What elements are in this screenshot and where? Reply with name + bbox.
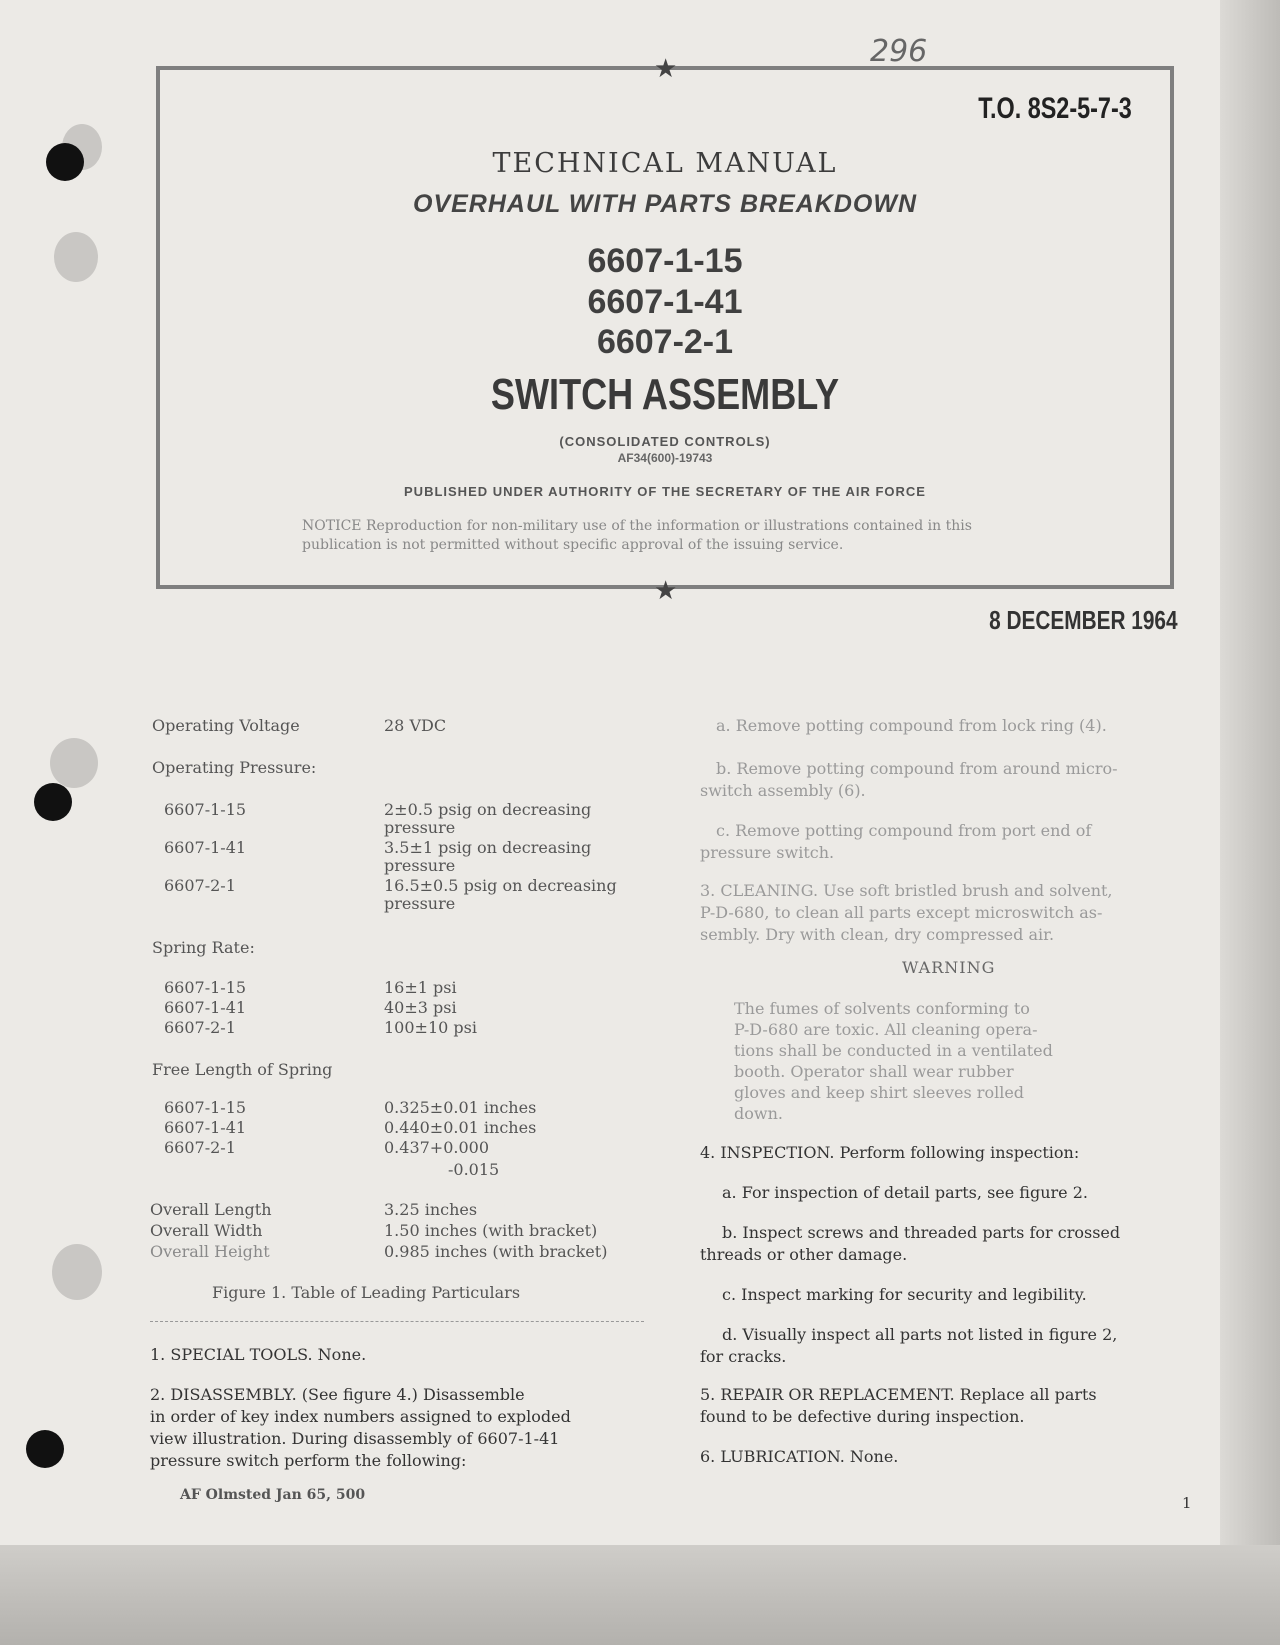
publishing-authority: PUBLISHED UNDER AUTHORITY OF THE SECRETARY OF THE AIR FORCE [404,484,926,499]
binder-hole [46,143,84,181]
star-icon: ★ [654,54,678,84]
particular-value: 28 VDC [384,716,447,735]
page-bottom-shadow [0,1545,1280,1645]
step-a: a. Remove potting compound from lock ring (4). [716,716,1107,735]
manual-type-title: TECHNICAL MANUAL [492,148,838,179]
part-number-cell: 6607-1-41 [164,838,247,857]
part-number: 6607-2-1 [596,323,734,361]
part-number: 6607-1-15 [587,242,743,280]
inspection-step-c: c. Inspect marking for security and legibility. [722,1285,1087,1304]
page-number: 1 [1182,1494,1192,1512]
particular-label: Overall Height [150,1242,270,1261]
particular-value: 16±1 psi [384,978,457,997]
particular-value: pressure [384,894,456,913]
inspection-step-a: a. For inspection of detail parts, see figure 2. [722,1183,1088,1202]
particular-label: Overall Width [150,1221,263,1240]
item-title: SWITCH ASSEMBLY [490,370,840,419]
particular-value: pressure [384,818,456,837]
particular-value: -0.015 [448,1160,500,1179]
part-number-cell: 6607-1-15 [164,1098,247,1117]
part-number-cell: 6607-2-1 [164,876,236,895]
binder-hole [26,1430,64,1468]
particular-value: 40±3 psi [384,998,457,1017]
cleaning-paragraph: 3. CLEANING. Use soft bristled brush and solvent, P-D-680, to clean all parts except microswitch as- sembly. Dry with clean, dry compressed air. [700,881,1113,944]
particular-value: 0.985 inches (with bracket) [384,1242,608,1261]
part-number-cell: 6607-1-41 [164,1118,247,1137]
reproduction-notice: NOTICE Reproduction for non-military use of the information or illustrations contained in this publication is not permitted without specific approval of the issuing service. [302,518,972,553]
print-imprint: AF Olmsted Jan 65, 500 [180,1487,366,1503]
particular-label: Operating Pressure: [152,758,317,777]
manufacturer: (CONSOLIDATED CONTROLS) [559,434,771,449]
manual-subtitle: OVERHAUL WITH PARTS BREAKDOWN [413,190,917,218]
particular-label: Free Length of Spring [152,1060,333,1079]
star-icon: ★ [654,576,678,606]
inspection-step-d: d. Visually inspect all parts not listed in figure 2, for cracks. [700,1325,1118,1366]
binder-hole-shadow [54,232,98,282]
particular-label: Operating Voltage [152,716,300,735]
contract-number: AF34(600)-19743 [617,451,713,465]
step-b: b. Remove potting compound from around micro- switch assembly (6). [700,759,1118,800]
warning-title: WARNING [902,958,996,977]
part-number-cell: 6607-1-15 [164,978,247,997]
warning-text: The fumes of solvents conforming to P-D-680 are toxic. All cleaning opera- tions shall be conducted in a ventilated booth. Operator shall wear rubber gloves and keep shirt sleeves rolled down. [734,999,1053,1123]
particular-value: 2±0.5 psig on decreasing [384,800,592,819]
part-number-cell: 6607-1-15 [164,800,247,819]
part-number-cell: 6607-2-1 [164,1018,236,1037]
particular-value: 0.437+0.000 [384,1138,490,1157]
part-number-cell: 6607-1-41 [164,998,247,1017]
repair-paragraph: 5. REPAIR OR REPLACEMENT. Replace all parts found to be defective during inspection. [700,1385,1097,1426]
step-c: c. Remove potting compound from port end of pressure switch. [700,821,1092,862]
disassembly-paragraph: 2. DISASSEMBLY. (See figure 4.) Disassemble in order of key index numbers assigned to exploded view illustration. During disassembly of 6607-1-41 pressure switch perform the following: [150,1385,571,1470]
inspection-step-b: b. Inspect screws and threaded parts for crossed threads or other damage. [700,1223,1121,1264]
particular-value: 1.50 inches (with bracket) [384,1221,598,1240]
particular-value: 100±10 psi [384,1018,477,1037]
section-divider [150,1321,644,1322]
handwritten-mark: 296 [870,34,928,69]
binder-hole-shadow [50,738,98,788]
particular-value: 0.440±0.01 inches [384,1118,537,1137]
part-number-cell: 6607-2-1 [164,1138,236,1157]
technical-order-number: T.O. 8S2-5-7-3 [978,92,1132,125]
particular-value: 3.5±1 psig on decreasing [384,838,592,857]
particular-value: 3.25 inches [384,1200,478,1219]
binder-hole [34,783,72,821]
lubrication-paragraph: 6. LUBRICATION. None. [700,1447,899,1466]
particular-label: Overall Length [150,1200,272,1219]
part-number: 6607-1-41 [587,283,743,321]
particular-value: 0.325±0.01 inches [384,1098,537,1117]
publication-date: 8 DECEMBER 1964 [989,605,1178,635]
particular-value: pressure [384,856,456,875]
page-edge-shadow [1220,0,1280,1645]
particular-label: Spring Rate: [152,938,255,957]
inspection-paragraph: 4. INSPECTION. Perform following inspection: [700,1143,1080,1162]
special-tools-paragraph: 1. SPECIAL TOOLS. None. [150,1345,367,1364]
particular-value: 16.5±0.5 psig on decreasing [384,876,617,895]
binder-hole-shadow [52,1244,102,1300]
figure-caption: Figure 1. Table of Leading Particulars [212,1283,521,1302]
